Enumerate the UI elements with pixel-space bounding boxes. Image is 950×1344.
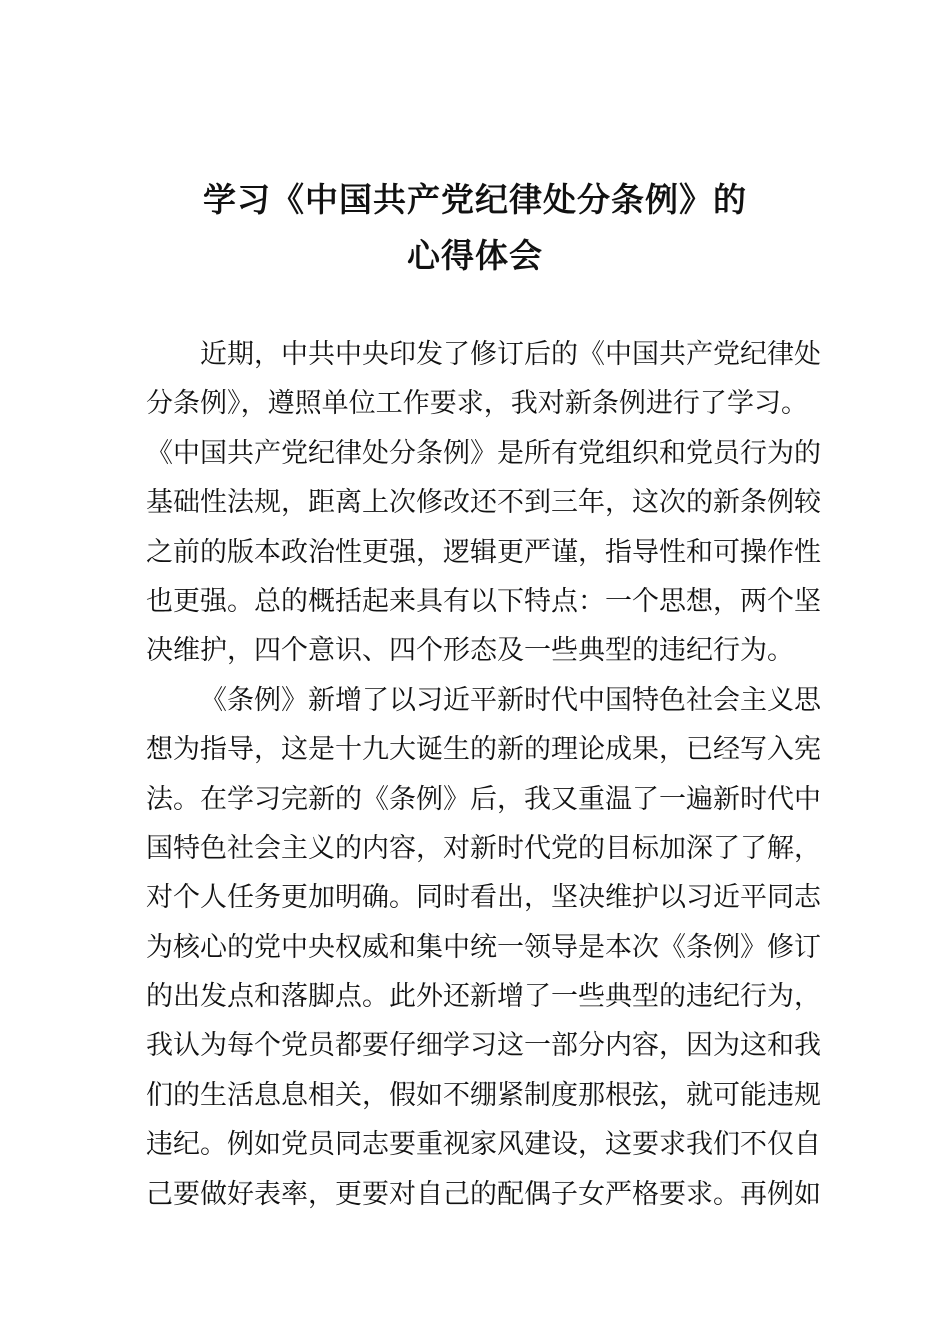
paragraph-line: 之前的版本政治性更强，逻辑更严谨，指导性和可操作性: [146, 536, 821, 568]
paragraph-line: 我认为每个党员都要仔细学习这一部分内容，因为这和我: [146, 1030, 821, 1062]
paragraph-line: 想为指导，这是十九大诞生的新的理论成果，已经写入宪: [146, 734, 821, 766]
paragraph-2: [146, 676, 821, 1219]
paragraph-line: 基础性法规，距离上次修改还不到三年，这次的新条例较: [146, 487, 821, 519]
paragraph-line: 《中国共产党纪律处分条例》是所有党组织和党员行为的: [146, 437, 821, 469]
paragraph-line: 也更强。总的概括起来具有以下特点：一个思想，两个坚: [146, 585, 821, 617]
paragraph-line: 对个人任务更加明确。同时看出，坚决维护以习近平同志: [146, 882, 821, 914]
paragraph-line: 的出发点和落脚点。此外还新增了一些典型的违纪行为，: [146, 981, 821, 1013]
document-title: [0, 172, 950, 284]
paragraph-1: [146, 330, 821, 676]
paragraph-line: 决维护，四个意识、四个形态及一些典型的违纪行为。: [146, 635, 794, 667]
paragraph-line: 们的生活息息相关，假如不绷紧制度那根弦，就可能违规: [146, 1079, 821, 1111]
paragraph-line: 为核心的党中央权威和集中统一领导是本次《条例》修订: [146, 931, 821, 963]
paragraph-line: 《条例》新增了以习近平新时代中国特色社会主义思: [200, 684, 821, 716]
title-line-2: 心得体会: [407, 236, 543, 275]
paragraph-line: 国特色社会主义的内容，对新时代党的目标加深了了解，: [146, 832, 821, 864]
title-line-1: 学习《中国共产党纪律处分条例》的: [203, 180, 747, 219]
paragraph-line: 近期，中共中央印发了修订后的《中国共产党纪律处: [200, 339, 821, 370]
document-body: [146, 330, 821, 1219]
paragraph-line: 违纪。例如党员同志要重视家风建设，这要求我们不仅自: [146, 1129, 821, 1161]
paragraph-line: 分条例》，遵照单位工作要求，我对新条例进行了学习。: [146, 388, 808, 420]
paragraph-line: 法。在学习完新的《条例》后，我又重温了一遍新时代中: [146, 783, 821, 815]
paragraph-line: 己要做好表率，更要对自己的配偶子女严格要求。再例如: [146, 1178, 821, 1210]
